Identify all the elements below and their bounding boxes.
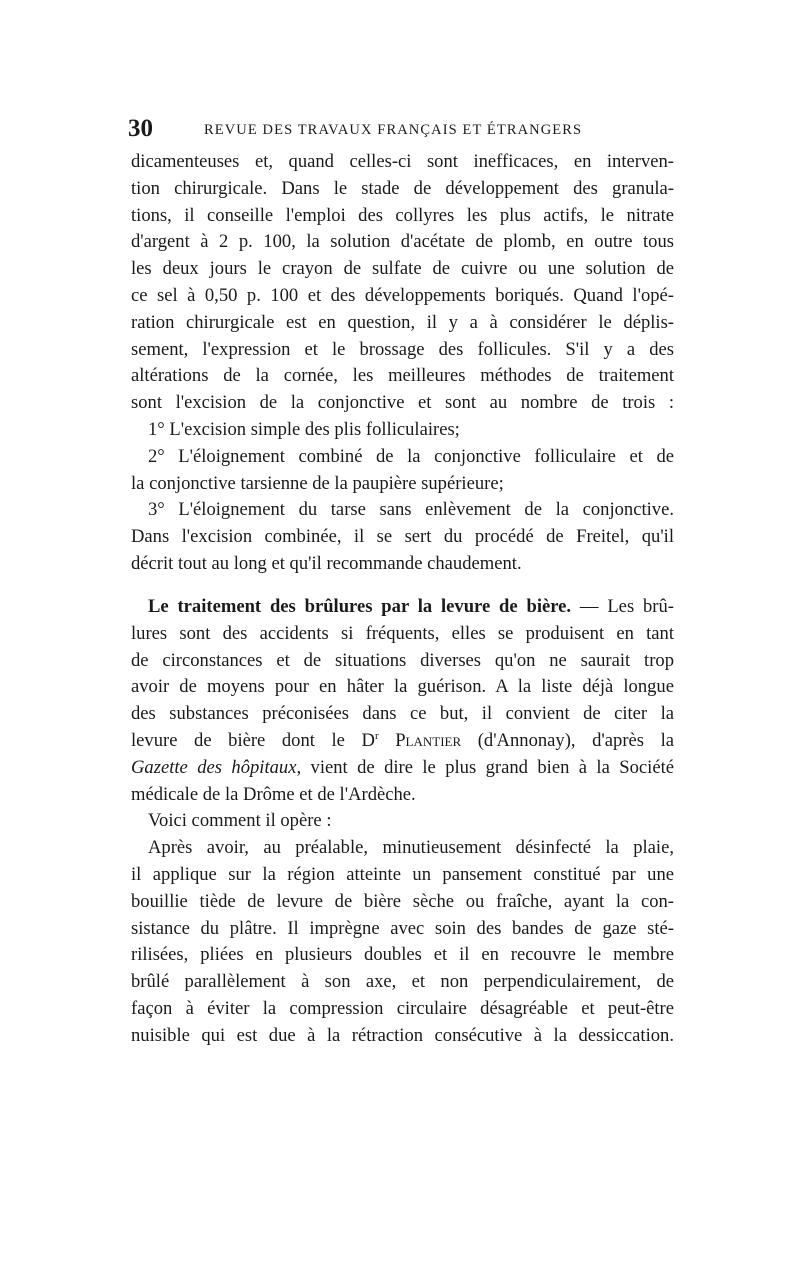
text-line: brûlé parallèlement à son axe, et non perpendiculairement, de — [131, 971, 674, 993]
text-line: des substances préconisées dans ce but, il convient de citer la — [131, 703, 674, 725]
text-line: rilisées, pliées en plusieurs doubles et il en recouvre le membre — [131, 944, 674, 966]
page-number: 30 — [128, 115, 153, 142]
section-heading: Le traitement des brûlures par la levure de bière. — [148, 596, 572, 617]
running-title: REVUE DES TRAVAUX FRANÇAIS ET ÉTRANGERS — [204, 122, 583, 138]
text-line: médicale de la Drôme et de l'Ardèche. — [131, 783, 416, 805]
text-fragment: (d'Annonay), d'après la — [461, 729, 674, 751]
text-line-doctor — [131, 728, 674, 755]
text-line: bouillie tiède de levure de bière sèche ou fraîche, ayant la con- — [131, 890, 674, 912]
text-line: décrit tout au long et qu'il recommande chaudement. — [131, 552, 522, 574]
doctor-name: Plantier — [378, 729, 462, 751]
text-line: de circonstances et de situations diverses qu'on ne saurait trop — [131, 649, 674, 671]
text-line: tions, il conseille l'emploi des collyres les plus actifs, le nitrate — [131, 204, 674, 226]
paragraph-trachoma-treatment — [131, 149, 674, 578]
text-line: altérations de la cornée, les meilleures méthodes de traitement — [131, 365, 674, 387]
text-line: Dans l'excision combinée, il se sert du procédé de Freitel, qu'il — [131, 526, 674, 548]
text-fragment: , vient de dire le plus grand bien à la Société — [296, 756, 674, 778]
text-line: sistance du plâtre. Il imprègne avec soin des bandes de gaze sté- — [131, 917, 674, 939]
text-line: tion chirurgicale. Dans le stade de développement des granula- — [131, 177, 674, 199]
list-item-2: 2° L'éloignement combiné de la conjonctive folliculaire et de — [148, 445, 674, 467]
heading-continuation: — Les brû- — [571, 596, 674, 617]
text-line: dicamenteuses et, quand celles-ci sont inefficaces, en interven- — [131, 151, 674, 172]
list-item-3: 3° L'éloignement du tarse sans enlèvement de la conjonctive. — [148, 499, 674, 521]
section-heading-line — [131, 594, 674, 621]
list-item-1: 1° L'excision simple des plis folliculaires; — [148, 418, 460, 440]
text-line: Après avoir, au préalable, minutieusement désinfecté la plaie, — [148, 837, 674, 859]
doctor-abbrev-sup: r — [374, 729, 379, 742]
text-line: il applique sur la région atteinte un pansement constitué par une — [131, 863, 674, 885]
text-line: sement, l'expression et le brossage des follicules. S'il y a des — [131, 338, 674, 360]
page-header — [128, 114, 688, 144]
text-line: ration chirurgicale est en question, il y a à considérer le déplis- — [131, 311, 674, 333]
text-line: les deux jours le crayon de sulfate de cuivre ou une solution de — [131, 258, 674, 280]
text-line: avoir de moyens pour en hâter la guérison. A la liste déjà longue — [131, 676, 674, 698]
text-line: ce sel à 0,50 p. 100 et des développements boriqués. Quand l'opé- — [131, 284, 674, 306]
text-line: la conjonctive tarsienne de la paupière supérieure; — [131, 472, 504, 494]
paragraph-burns-yeast — [131, 594, 674, 1050]
text-line-gazette — [131, 755, 674, 782]
text-line: Voici comment il opère : — [148, 810, 332, 832]
text-line: d'argent à 2 p. 100, la solution d'acétate de plomb, en outre tous — [131, 231, 674, 253]
text-line: façon à éviter la compression circulaire désagréable et peut-être — [131, 997, 674, 1019]
journal-title: Gazette des hôpitaux — [131, 756, 297, 778]
text-fragment: levure de bière dont le D — [131, 729, 375, 751]
text-line: sont l'excision de la conjonctive et sont au nombre de trois : — [131, 392, 674, 414]
text-line: lures sont des accidents si fréquents, elles se produisent en tant — [131, 622, 674, 644]
text-line: nuisible qui est due à la rétraction consécutive à la dessiccation. — [131, 1024, 674, 1046]
